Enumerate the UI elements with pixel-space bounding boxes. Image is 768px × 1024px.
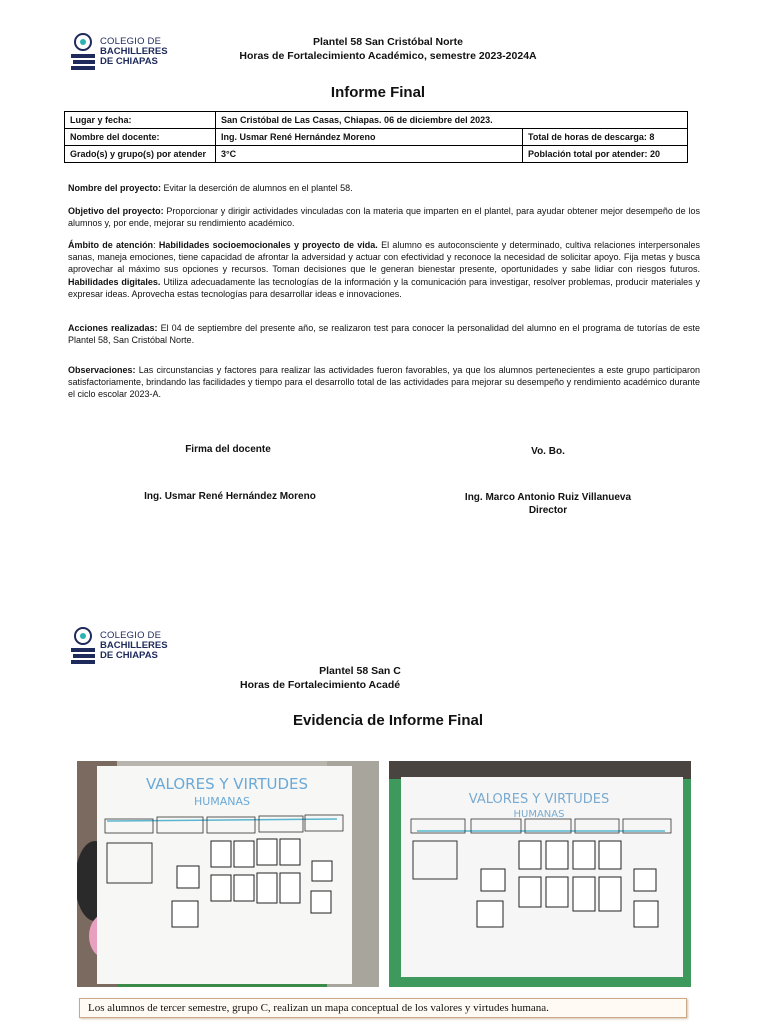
header-line2: Horas de Fortalecimiento Académico, semestre 2023-2024A xyxy=(239,50,537,62)
table-cell-extra: Total de horas de descarga: 8 xyxy=(523,129,688,146)
observaciones-text: Las circunstancias y factores para realizar las actividades fueron favorables, ya que los alumnos pertenecientes a este grupo participaron satisfactoriamente, brindando las facilidades y tiempo para el desarrollo total de las actividades para mejorar su desempeño y rendimiento académico durante el ciclo escolar 2023-A. xyxy=(68,365,700,400)
header-line2: Horas de Fortalecimiento Acadé xyxy=(240,679,401,691)
ambito-separator: : xyxy=(153,240,159,250)
ambito-text2: Utiliza adecuadamente las tecnologías de la información y la comunicación para investigar, resolver problemas, producir materiales y expresar ideas. Aprovecha estas tecnologías para desarrollar ideas e innovaciones. xyxy=(68,276,700,299)
objetivo-label: Objetivo del proyecto: xyxy=(68,206,164,216)
acciones-label: Acciones realizadas: xyxy=(68,323,158,333)
proyecto-paragraph xyxy=(68,182,700,194)
header-line1: Plantel 58 San C xyxy=(319,665,401,677)
ambito-sub2: Habilidades digitales. xyxy=(68,276,161,287)
page-header xyxy=(180,35,596,63)
firma-label: Firma del docente xyxy=(185,444,271,455)
proyecto-text: Evitar la deserción de alumnos en el plantel 58. xyxy=(161,183,353,193)
table-cell-label: Lugar y fecha: xyxy=(65,112,216,129)
logo-line2: BACHILLERES xyxy=(100,46,168,57)
college-logo-page2 xyxy=(70,626,168,666)
poster-title-1: VALORES Y VIRTUDES xyxy=(145,775,309,793)
table-row xyxy=(65,146,688,163)
logo-line1: COLEGIO DE xyxy=(100,36,162,47)
table-row xyxy=(65,129,688,146)
page2-header xyxy=(230,664,480,692)
vobo-label: Vo. Bo. xyxy=(531,446,565,457)
ambito-sub1: Habilidades socioemocionales y proyecto de vida. xyxy=(158,240,378,250)
college-logo-icon xyxy=(70,32,96,72)
logo-line1: COLEGIO DE xyxy=(100,630,162,641)
ambito-paragraph xyxy=(68,239,700,300)
evidence-photo-1 xyxy=(77,761,379,987)
evidence-caption: Los alumnos de tercer semestre, grupo C, realizan un mapa conceptual de los valores y virtudes humana. xyxy=(79,998,687,1018)
logo-line3: DE CHIAPAS xyxy=(100,650,158,661)
table-cell-label: Nombre del docente: xyxy=(65,129,216,146)
ambito-text1: El alumno es autoconsciente y determinado, cultiva relaciones interpersonales sanas, maneja emociones, tiene capacidad de afrontar la adversidad y actuar con efectividad y reconoce la necesidad de solicitar apoyo. Fija metas y busca aprovechar al máximo sus opciones y recursos. Toman decisiones que le generan bienestar presente, oportunidades y sabe lidiar con riesgos futuros. xyxy=(68,240,700,275)
ambito-label: Ámbito de atención xyxy=(68,240,154,250)
observaciones-paragraph xyxy=(68,364,700,401)
table-cell-value: Ing. Usmar René Hernández Moreno xyxy=(216,129,523,146)
director-name: Ing. Marco Antonio Ruiz Villanueva xyxy=(464,492,632,503)
proyecto-label: Nombre del proyecto: xyxy=(68,183,162,193)
page2-title: Evidencia de Informe Final xyxy=(292,712,484,729)
table-cell-label: Grado(s) y grupo(s) por atender xyxy=(65,146,216,163)
college-logo-icon xyxy=(70,626,96,666)
acciones-paragraph xyxy=(68,322,700,346)
table-cell-value: San Cristóbal de Las Casas, Chiapas. 06 de diciembre del 2023. xyxy=(216,112,688,129)
table-cell-extra: Población total por atender: 20 xyxy=(523,146,688,163)
poster-title-2: HUMANAS xyxy=(193,795,251,808)
objetivo-text: Proporcionar y dirigir actividades vinculadas con la materia que imparten en el plantel, para ayudar obtener mejor desempeño de los alumnos y, por ende, mejorar su rendimiento académico. xyxy=(68,206,701,229)
poster-title-2: HUMANAS xyxy=(513,809,565,820)
acciones-text: El 04 de septiembre del presente año, se realizaron test para conocer la personalidad del alumno en el programa de tutorías de este Plantel 58, San Cristóbal Norte. xyxy=(68,323,701,346)
logo-line3: DE CHIAPAS xyxy=(100,56,158,67)
college-logo xyxy=(70,32,168,72)
header-line1: Plantel 58 San Cristóbal Norte xyxy=(313,36,463,48)
logo-line2: BACHILLERES xyxy=(100,640,168,651)
objetivo-paragraph xyxy=(68,205,700,229)
evidence-photo-2 xyxy=(389,761,691,987)
director-title: Director xyxy=(528,505,568,516)
poster-title-1: VALORES Y VIRTUDES xyxy=(468,792,610,807)
docente-name: Ing. Usmar René Hernández Moreno xyxy=(144,491,316,502)
observaciones-label: Observaciones: xyxy=(68,365,136,375)
table-row xyxy=(65,112,688,129)
table-cell-value: 3°C xyxy=(216,146,523,163)
info-table xyxy=(64,111,688,163)
page-title: Informe Final xyxy=(330,84,426,101)
